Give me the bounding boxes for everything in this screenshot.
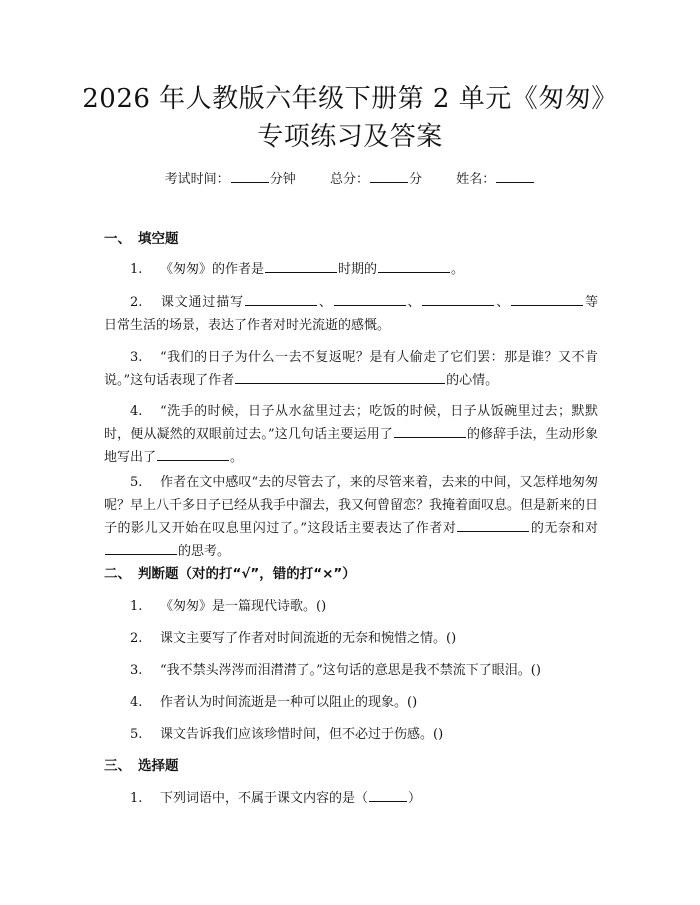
question-text: 时期的 (338, 262, 378, 277)
question-text: 课文主要写了作者对时间流逝的无奈和惋惜之情。() (160, 631, 457, 646)
score-blank[interactable] (370, 168, 408, 183)
answer-blank[interactable] (378, 258, 450, 273)
answer-blank[interactable] (265, 258, 337, 273)
time-label: 考试时间： (164, 172, 230, 187)
question-number: 5. (130, 475, 143, 490)
question-text: 《匆匆》是一篇现代诗歌。() (160, 599, 327, 614)
answer-blank[interactable] (422, 291, 494, 306)
fill-question-2 (104, 291, 598, 337)
score-label: 总分： (329, 172, 369, 187)
question-number: 4. (130, 404, 143, 419)
question-text: 作者在文中感叹“去的尽管去了，来的尽管来着，去来的中间，又怎样地匆匆呢？早上八千多日子已经从我手中溜去，我又何曾留恋？我掩着面叹息。但是新来的日子的影儿又开始在叹息里闪过了。”这段话主要表达了作者对 (104, 475, 599, 536)
answer-blank[interactable] (394, 423, 466, 438)
question-text: “我不禁头涔涔而泪潸潸了。”这句话的意思是我不禁流下了眼泪。() (160, 663, 541, 678)
question-number: 2. (130, 295, 143, 310)
question-text: 的思考。 (178, 544, 231, 559)
judge-question-3 (104, 659, 598, 682)
question-number: 5. (130, 727, 143, 742)
question-number: 2. (130, 631, 143, 646)
separator: 、 (317, 295, 333, 310)
page-title: 2026 年人教版六年级下册第 2 单元《匆匆》 (82, 84, 618, 114)
answer-blank[interactable] (105, 540, 177, 555)
question-text: 等日常生活的场景，表达了作者对时光流逝的感慨。 (104, 295, 598, 333)
question-number: 3. (130, 663, 143, 678)
section-number: 三、 (104, 758, 131, 774)
judge-question-2 (104, 627, 598, 650)
section-heading-judge (104, 564, 356, 584)
answer-blank[interactable] (235, 369, 445, 384)
question-number: 4. (130, 695, 143, 710)
question-text: 作者认为时间流逝是一种可以阻止的现象。() (160, 695, 418, 710)
section-heading-choice (104, 756, 179, 776)
section-title: 选择题 (138, 758, 179, 774)
question-text: 。 (451, 262, 465, 277)
page-subtitle: 专项练习及答案 (257, 122, 443, 152)
question-text: 课文通过描写 (160, 295, 244, 310)
section-title: 判断题（对的打“√”，错的打“×”） (138, 566, 356, 582)
question-text: 的心情。 (446, 373, 499, 388)
section-heading-fill (104, 229, 179, 249)
separator: 、 (406, 295, 422, 310)
answer-blank[interactable] (245, 291, 317, 306)
fill-question-1 (104, 258, 598, 281)
fill-question-3 (104, 346, 598, 392)
question-text: 下列词语中，不属于课文内容的是（ (160, 791, 369, 806)
question-number: 1. (130, 791, 143, 806)
judge-question-1 (104, 595, 598, 618)
question-text: “我们的日子为什么一去不复返呢？是有人偷走了它们罢：那是谁？又不肯说。”这句话表现了作者 (104, 350, 598, 388)
answer-blank[interactable] (457, 517, 529, 532)
question-text: “洗手的时候，日子从水盆里过去；吃饭的时候，日子从饭碗里过去；默默时，便从凝然的双眼前过去。”这几句话主要运用了 (104, 404, 598, 442)
choice-question-1 (104, 787, 598, 810)
judge-question-4 (104, 691, 598, 714)
judge-question-5 (104, 723, 598, 746)
question-text: 。 (230, 450, 244, 465)
section-number: 一、 (104, 231, 131, 247)
answer-blank[interactable] (369, 787, 407, 802)
time-blank[interactable] (231, 168, 269, 183)
answer-blank[interactable] (511, 291, 583, 306)
exam-meta (0, 168, 700, 190)
name-blank[interactable] (496, 168, 534, 183)
question-text: 课文告诉我们应该珍惜时间，但不必过于伤感。() (160, 727, 444, 742)
fill-question-5 (104, 471, 598, 563)
question-text: 的无奈和对 (530, 521, 598, 536)
separator: 、 (495, 295, 511, 310)
section-number: 二、 (104, 566, 131, 582)
answer-blank[interactable] (334, 291, 406, 306)
question-number: 3. (130, 350, 143, 365)
question-text: 《匆匆》的作者是 (160, 262, 265, 277)
question-number: 1. (130, 262, 143, 277)
time-unit: 分钟 (269, 172, 296, 187)
section-title: 填空题 (138, 231, 179, 247)
question-text: ） (408, 791, 422, 806)
question-number: 1. (130, 599, 143, 614)
score-unit: 分 (409, 172, 423, 187)
name-label: 姓名： (456, 172, 496, 187)
answer-blank[interactable] (157, 446, 229, 461)
fill-question-4 (104, 400, 598, 469)
question-text: 的修辞手法，生动形象地写出了 (104, 427, 598, 465)
